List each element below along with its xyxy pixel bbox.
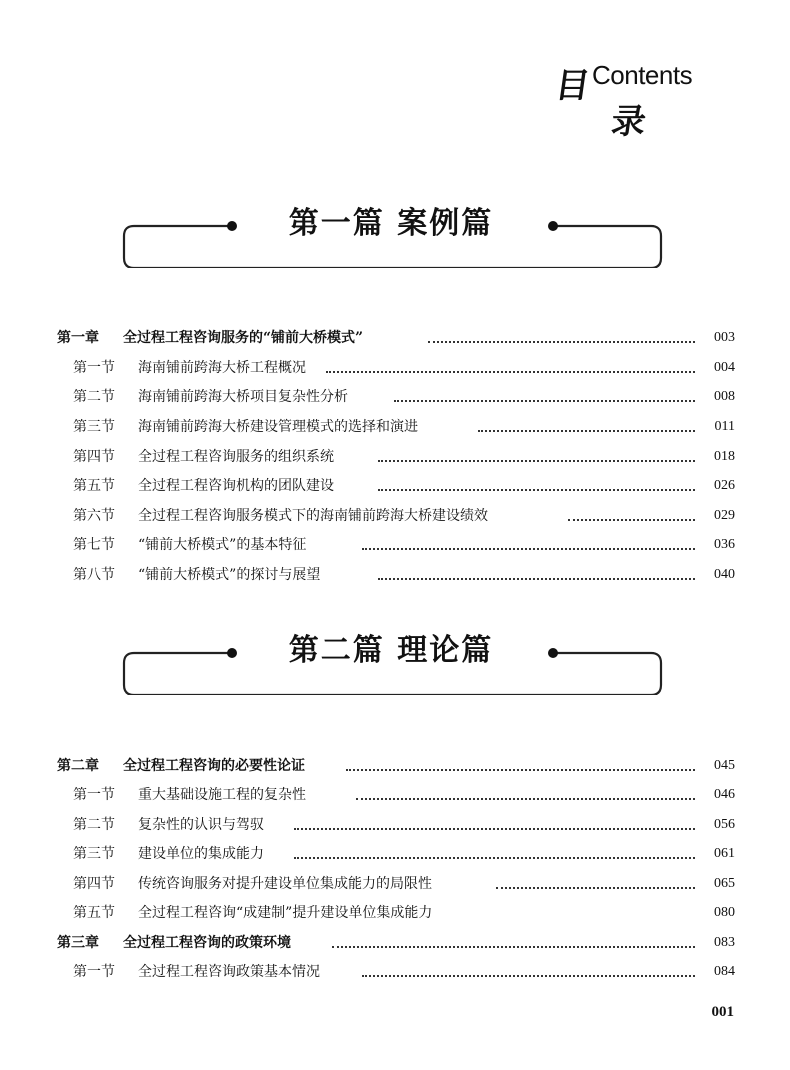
dot-leader [478,430,695,432]
toc-entry-section[interactable] [0,873,790,895]
part-title: 第二篇 理论篇 [288,633,494,668]
header-contents: Contents [592,60,693,90]
entry-number: 第二节 [73,389,115,405]
dot-leader [378,489,695,491]
entry-page: 084 [714,964,735,979]
entry-number: 第五节 [73,905,115,921]
entry-title: 全过程工程咨询服务模式下的海南铺前跨海大桥建设绩效 [138,508,488,524]
entry-title: 建设单位的集成能力 [138,846,264,862]
entry-title: 全过程工程咨询服务的组织系统 [138,449,334,465]
entry-title: 海南铺前跨海大桥项目复杂性分析 [138,389,348,405]
entry-number: 第三章 [57,935,99,951]
entry-title: 全过程工程咨询政策基本情况 [138,964,320,980]
entry-title: 全过程工程咨询“成建制”提升建设单位集成能力 [138,905,433,921]
entry-page: 056 [714,817,735,832]
toc-entry-chapter[interactable] [0,327,790,349]
entry-page: 008 [714,389,735,404]
part-title: 第一篇 案例篇 [288,206,494,241]
toc-entry-section[interactable] [0,902,790,924]
toc-entry-section[interactable] [0,416,790,438]
entry-number: 第一章 [57,330,99,346]
toc-entry-section[interactable] [0,843,790,865]
entry-number: 第四节 [73,449,115,465]
dot-leader [428,341,695,343]
dot-leader [332,946,695,948]
header-char-mu: 目 [552,66,593,106]
entry-title: 全过程工程咨询服务的“铺前大桥模式” [123,330,364,346]
dot-leader [394,400,695,402]
dot-leader [378,578,695,580]
entry-number: 第二章 [57,758,99,774]
dot-leader [326,371,695,373]
entry-number: 第六节 [73,508,115,524]
toc-entry-chapter[interactable] [0,932,790,954]
toc-entry-section[interactable] [0,564,790,586]
toc-entry-section[interactable] [0,534,790,556]
entry-title: 全过程工程咨询的必要性论证 [123,758,305,774]
entry-page: 046 [714,787,735,802]
page-number: 001 [711,1004,734,1020]
entry-title: 复杂性的认识与驾驭 [138,817,264,833]
toc-entry-section[interactable] [0,446,790,468]
dot-leader [362,975,695,977]
entry-page: 080 [714,905,735,920]
entry-number: 第八节 [73,567,115,583]
dot-leader [568,519,695,521]
entry-page: 018 [714,449,735,464]
toc-entry-chapter[interactable] [0,755,790,777]
entry-page: 083 [714,935,735,950]
entry-number: 第四节 [73,876,115,892]
dot-leader [294,828,695,830]
entry-title: “铺前大桥模式”的探讨与展望 [138,567,321,583]
toc-entry-section[interactable] [0,386,790,408]
toc-entry-section[interactable] [0,784,790,806]
toc-header [552,50,726,142]
entry-title: 全过程工程咨询机构的团队建设 [138,478,334,494]
entry-number: 第三节 [73,419,115,435]
entry-page: 026 [714,478,735,493]
entry-page: 040 [714,567,735,582]
entry-number: 第三节 [73,846,115,862]
entry-title: 全过程工程咨询的政策环境 [123,935,291,951]
toc-entry-section[interactable] [0,475,790,497]
entry-title: 传统咨询服务对提升建设单位集成能力的局限性 [138,876,432,892]
entry-title: 重大基础设施工程的复杂性 [138,787,306,803]
entry-number: 第五节 [73,478,115,494]
header-char-lu: 录 [608,102,649,142]
dot-leader [362,548,695,550]
toc-entry-section[interactable] [0,505,790,527]
dot-leader [356,798,695,800]
dot-leader [346,769,695,771]
dot-leader [378,460,695,462]
entry-page: 036 [714,537,735,552]
toc-entry-section[interactable] [0,814,790,836]
entry-number: 第一节 [73,787,115,803]
entry-title: “铺前大桥模式”的基本特征 [138,537,307,553]
part-banner-1 [120,206,665,268]
entry-number: 第一节 [73,360,115,376]
entry-title: 海南铺前跨海大桥工程概况 [138,360,306,376]
dot-leader [496,887,695,889]
entry-page: 045 [714,758,735,773]
entry-page: 065 [714,876,735,891]
toc-entry-section[interactable] [0,961,790,983]
entry-number: 第七节 [73,537,115,553]
entry-number: 第二节 [73,817,115,833]
entry-title: 海南铺前跨海大桥建设管理模式的选择和演进 [138,419,418,435]
entry-number: 第一节 [73,964,115,980]
dot-leader [294,857,695,859]
toc-entry-section[interactable] [0,357,790,379]
entry-page: 011 [714,419,735,434]
part-banner-2 [120,633,665,695]
entry-page: 061 [714,846,735,861]
entry-page: 004 [714,360,735,375]
entry-page: 029 [714,508,735,523]
entry-page: 003 [714,330,735,345]
